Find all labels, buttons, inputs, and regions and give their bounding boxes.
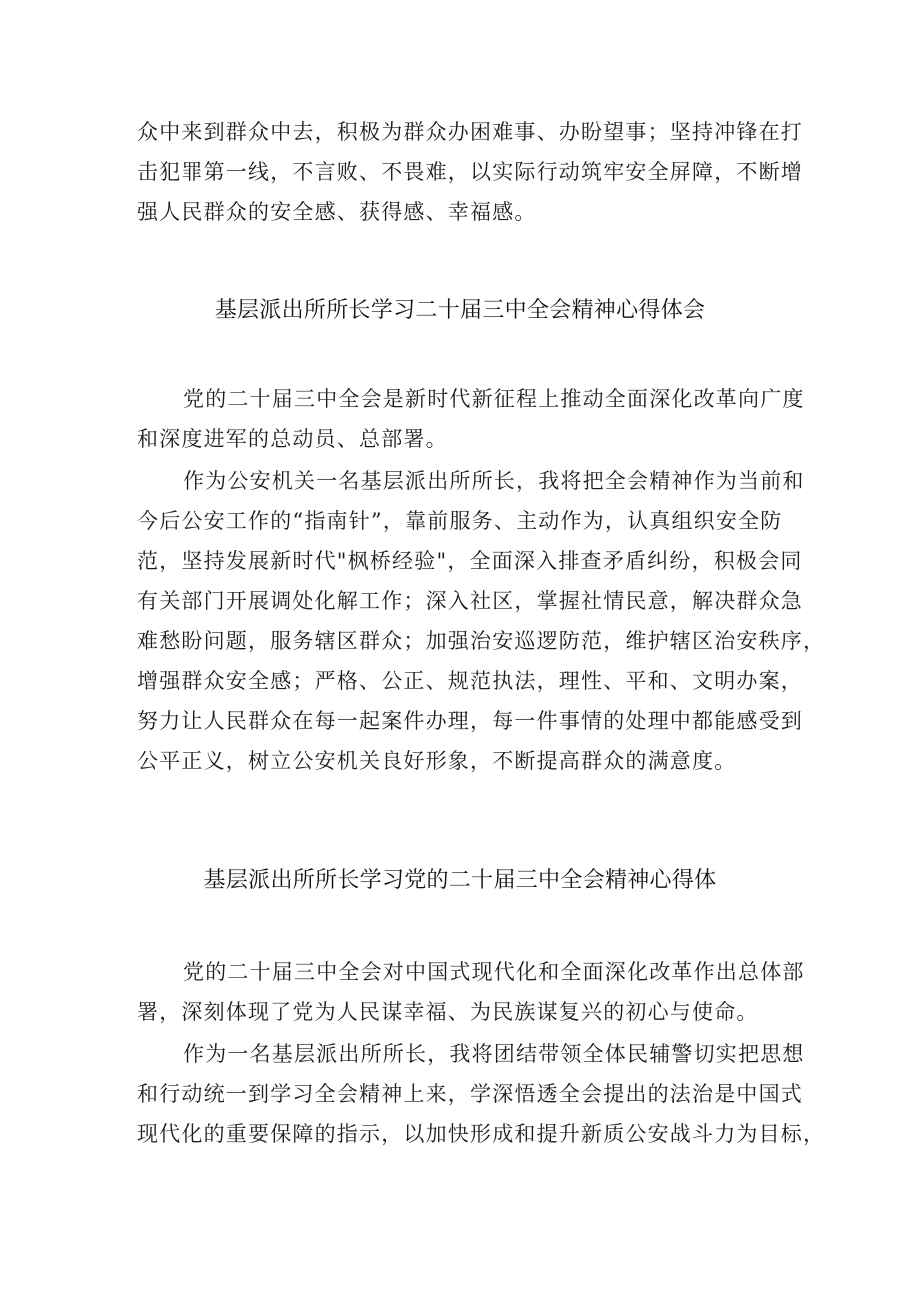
paragraph-line: 现代化的重要保障的指示，以加快形成和提升新质公安战斗力为目标，	[137, 1122, 826, 1146]
paragraph-line: 今后公安工作的“指南针”，靠前服务、主动作为，认真组织安全防	[137, 509, 783, 533]
paragraph-line: 作为一名基层派出所所长，我将团结带领全体民辅警切实把思想	[183, 1042, 805, 1066]
section-2-title: 基层派出所所长学习党的二十届三中全会精神心得体	[203, 868, 717, 893]
intro-paragraph	[137, 112, 803, 232]
paragraph-line: 有关部门开展调处化解工作；深入社区，掌握社情民意，解决群众急	[137, 589, 803, 613]
paragraph-line: 努力让人民群众在每一起案件办理，每一件事情的处理中都能感受到	[137, 709, 803, 733]
paragraph-line: 击犯罪第一线，不言败、不畏难，以实际行动筑牢安全屏障，不断增	[137, 160, 803, 184]
section-2-paragraph-2	[137, 1034, 826, 1154]
section-1-paragraph-2	[137, 461, 826, 781]
section-1-title: 基层派出所所长学习二十届三中全会精神心得体会	[214, 298, 706, 323]
section-2-paragraph-1	[137, 952, 805, 1032]
paragraph-line: 强人民群众的安全感、获得感、幸福感。	[137, 200, 537, 224]
paragraph-line: 作为公安机关一名基层派出所所长，我将把全会精神作为当前和	[183, 469, 805, 493]
paragraph-line: 范，坚持发展新时代"枫桥经验"，全面深入排查矛盾纠纷，积极会同	[137, 549, 803, 573]
paragraph-line: 署，深刻体现了党为人民谋幸福、为民族谋复兴的初心与使命。	[137, 1000, 759, 1024]
paragraph-line: 增强群众安全感；严格、公正、规范执法，理性、平和、文明办案，	[137, 669, 803, 693]
paragraph-line: 和行动统一到学习全会精神上来，学深悟透全会提出的法治是中国式	[137, 1082, 803, 1106]
paragraph-line: 党的二十届三中全会对中国式现代化和全面深化改革作出总体部	[183, 960, 805, 984]
section-1-paragraph-1	[137, 379, 805, 459]
paragraph-line: 党的二十届三中全会是新时代新征程上推动全面深化改革向广度	[183, 387, 805, 411]
paragraph-line: 众中来到群众中去，积极为群众办困难事、办盼望事；坚持冲锋在打	[137, 120, 803, 144]
paragraph-line: 公平正义，树立公安机关良好形象，不断提高群众的满意度。	[137, 749, 737, 773]
paragraph-line: 和深度进军的总动员、总部署。	[137, 427, 448, 451]
paragraph-line: 难愁盼问题，服务辖区群众；加强治安巡逻防范，维护辖区治安秩序，	[137, 629, 826, 653]
